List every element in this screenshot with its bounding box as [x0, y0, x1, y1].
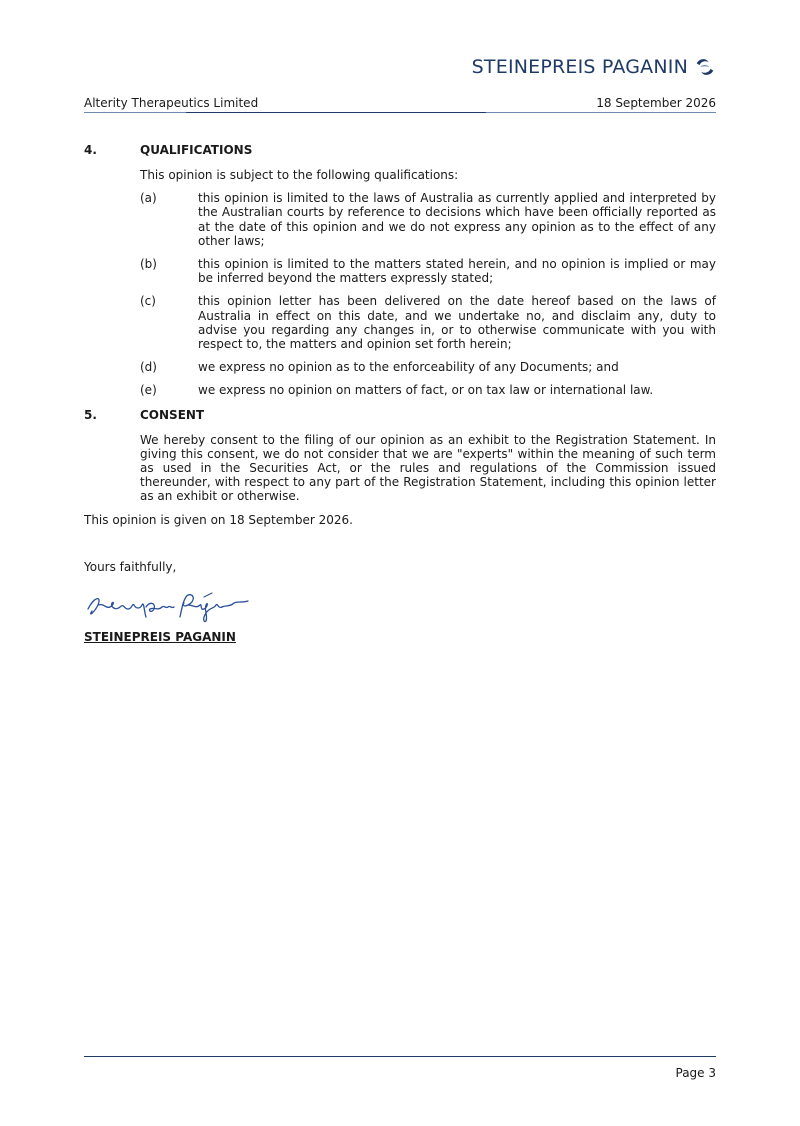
item-label: (b): [140, 257, 157, 272]
footer-divider: [84, 1056, 716, 1057]
section-number: 5.: [84, 407, 97, 422]
header-divider-accent: [186, 112, 486, 113]
item-label: (d): [140, 360, 157, 375]
item-text: we express no opinion as to the enforceability of any Documents; and: [198, 360, 619, 375]
page-number: Page 3: [675, 1066, 716, 1080]
consent-body: We hereby consent to the filing of our opinion as an exhibit to the Registration Statement. In giving this consent, we do not consider that we are "experts" within the meaning of such term as used in the Securities Act, or the rules and regulations of the Commission issued thereunder, with respect to any part of the Registration Statement, including this opinion letter as an exhibit or otherwise.: [140, 432, 716, 504]
page-header: [84, 96, 716, 112]
item-text: this opinion is limited to the laws of Australia as currently applied and interpreted by the Australian courts by reference to decisions which have been officially reported as at the date of this opinion and we do not express any opinion as to the effect of any other laws;: [198, 191, 716, 248]
qualification-item: [140, 191, 716, 248]
qualification-item: [140, 383, 716, 397]
item-text: this opinion letter has been delivered on the date hereof based on the laws of Australia in effect on this date, and we undertake no, and disclaim any, duty to advise you regarding any changes in, or to otherwise communicate with you with respect to, the matters and opinion set forth herein;: [198, 294, 716, 352]
qualification-item: [140, 360, 716, 374]
qualification-item: [140, 257, 716, 285]
firm-logo-mark-icon: [694, 56, 716, 78]
item-label: (c): [140, 294, 156, 309]
header-date: 18 September 2026: [596, 96, 716, 110]
item-label: (e): [140, 383, 157, 398]
section-title: QUALIFICATIONS: [140, 143, 253, 157]
header-company: Alterity Therapeutics Limited: [84, 96, 259, 110]
section-heading-qualifications: [84, 142, 716, 158]
handwritten-signature: [84, 587, 254, 625]
section-heading-consent: [84, 407, 716, 423]
signatory-name: STEINEPREIS PAGANIN: [84, 629, 236, 644]
firm-name: STEINEPREIS PAGANIN: [471, 56, 688, 78]
qualifications-intro: This opinion is subject to the following qualifications:: [140, 168, 459, 182]
closing-salutation: Yours faithfully,: [84, 559, 177, 574]
item-text: this opinion is limited to the matters stated herein, and no opinion is implied or may be inferred beyond the matters expressly stated;: [198, 257, 716, 286]
section-title: CONSENT: [140, 407, 205, 422]
letterhead-logo: [472, 56, 716, 78]
given-on-statement: This opinion is given on 18 September 2026.: [84, 512, 353, 527]
item-text: we express no opinion on matters of fact, or on tax law or international law.: [198, 383, 654, 398]
section-number: 4.: [84, 143, 97, 157]
item-label: (a): [140, 191, 157, 206]
letter-body: [84, 142, 716, 645]
qualification-item: [140, 294, 716, 351]
